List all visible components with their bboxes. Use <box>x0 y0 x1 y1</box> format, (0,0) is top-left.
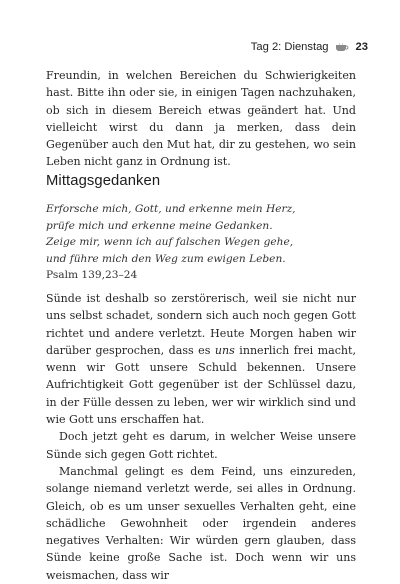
quote-line: Zeige mir, wenn ich auf falschen Wegen gehe, <box>46 236 294 248</box>
quote-reference: Psalm 139,23–24 <box>46 269 138 281</box>
running-header <box>251 41 368 53</box>
body-paragraph-2: Doch jetzt geht es darum, in welcher Weise unsere Sünde sich gegen Gott richtet. <box>46 430 356 461</box>
running-header-section: Tag 2: Dienstag <box>250 41 329 53</box>
body-paragraph-1 <box>46 290 356 428</box>
quote-line: prüfe mich und erkenne meine Gedanken. <box>46 219 273 232</box>
body-text <box>46 290 356 584</box>
body-paragraph-1-start: Sünde ist deshalb so zerstörerisch, weil sie nicht nur uns selbst schadet, sondern sich auch noch gegen Gott richtet und andere verletzt. Heute Morgen haben wir darüber gesprochen, dass es <box>46 292 356 357</box>
intro-paragraph-text: Freundin, in welchen Bereichen du Schwierigkeiten hast. Bitte ihn oder sie, in einigen Tagen nachzuhaken, ob sich in diesem Bereich etwas geändert hat. Und vielleicht wirst du dann ja merken, dass dein Gegenüber auch den Mut hat, dir zu gestehen, wo sein Leben nicht ganz in Ordnung ist. <box>46 69 356 169</box>
section-heading: Mittagsgedanken <box>46 173 161 189</box>
page-number: 23 <box>355 41 368 53</box>
body-paragraph-3: Manchmal gelingt es dem Feind, uns einzureden, solange niemand verletzt werde, sei alles in Ordnung. Gleich, ob es um unser sexuelles Verhalten geht, eine schädliche Gewohnheit oder irgendein anderes negatives Verhalten: Wir würden gern glauben, dass Sünde keine große Sache ist. Doch wenn wir uns weismachen, dass wir <box>46 464 356 582</box>
body-paragraph-1-end: innerlich frei macht, wenn wir Gott unsere Schuld bekennen. Unsere Aufrichtigkeit Gott gegenüber ist der Schlüssel dazu, in der Fülle dessen zu leben, wer wir wirklich sind und wie Gott uns erschaffen hat. <box>46 343 356 427</box>
quote-line: und führe mich den Weg zum ewigen Leben. <box>46 252 286 265</box>
quote-line: Erforsche mich, Gott, und erkenne mein Herz, <box>46 203 296 215</box>
coffee-cup-icon <box>335 43 351 52</box>
bible-quote <box>46 201 366 284</box>
emphasis-text: uns <box>214 343 235 357</box>
intro-paragraph <box>46 67 356 171</box>
